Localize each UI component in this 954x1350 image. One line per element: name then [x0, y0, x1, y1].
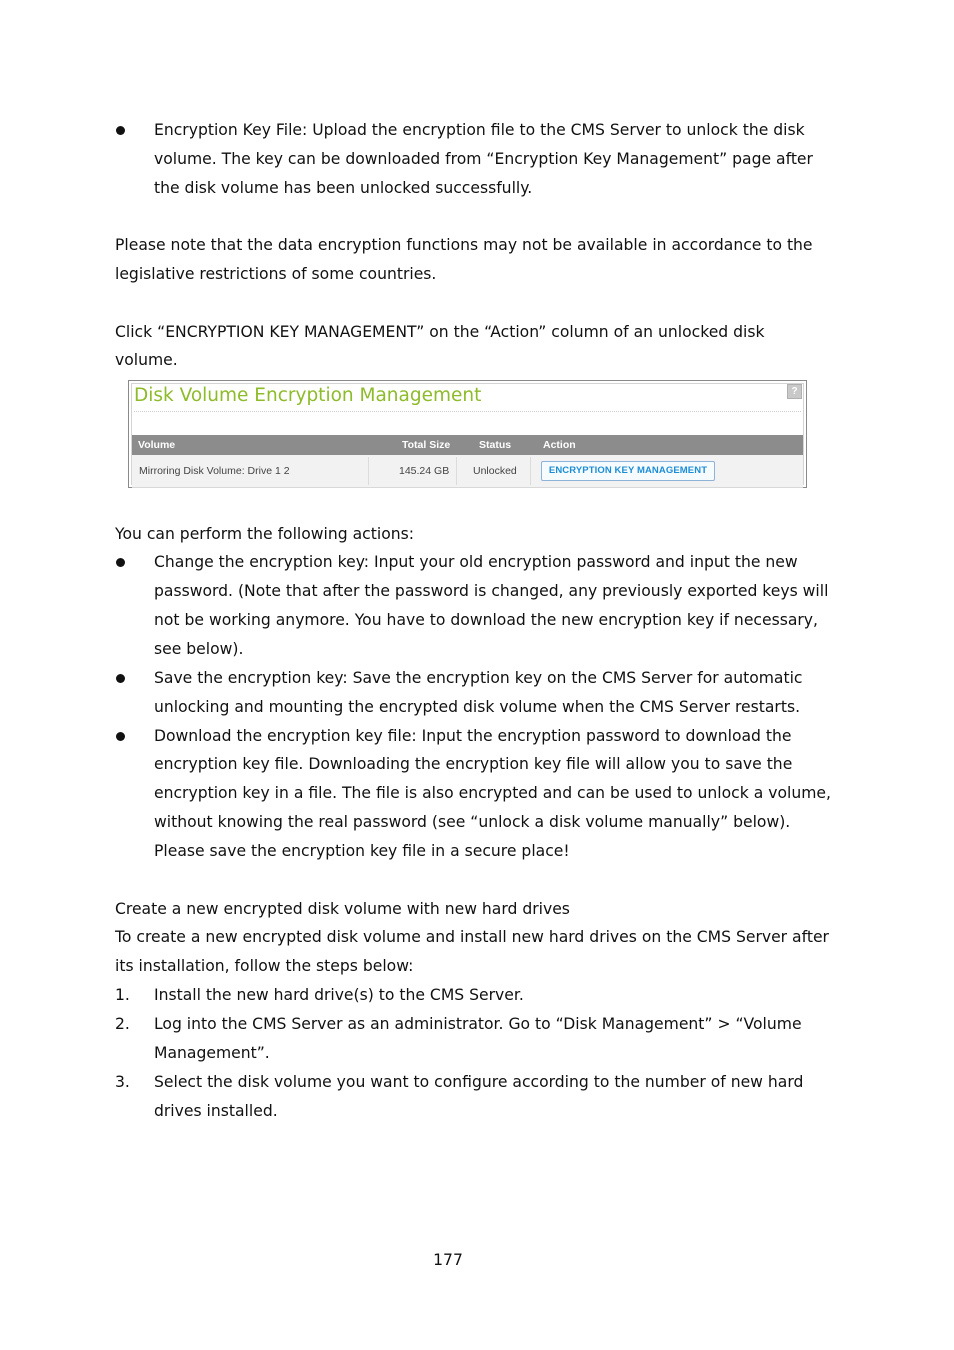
encryption-key-management-button[interactable]: ENCRYPTION KEY MANAGEMENT	[541, 461, 715, 481]
status-cell: Unlocked	[473, 465, 517, 477]
note-paragraph-line: legislative restrictions of some countries.	[115, 265, 437, 283]
column-divider	[456, 457, 457, 485]
bullet-line: Download the encryption key file: Input the encryption password to download the	[154, 727, 792, 745]
bullet-line: Save the encryption key: Save the encryption key on the CMS Server for automatic	[154, 669, 803, 687]
column-divider	[530, 457, 531, 485]
step-line: Log into the CMS Server as an administrator. Go to “Disk Management” > “Volume	[154, 1015, 802, 1033]
note-paragraph-line: Please note that the data encryption functions may not be available in accordance to the	[115, 236, 813, 254]
screenshot-panel	[131, 383, 804, 485]
section-heading: Create a new encrypted disk volume with new hard drives	[115, 900, 570, 918]
bullet-line: Encryption Key File: Upload the encryption file to the CMS Server to unlock the disk	[154, 121, 805, 139]
bullet-icon	[116, 126, 125, 135]
step-line: Install the new hard drive(s) to the CMS Server.	[154, 986, 524, 1004]
step-line: drives installed.	[154, 1102, 278, 1120]
section-intro-line: its installation, follow the steps below:	[115, 957, 414, 975]
column-header-total-size: Total Size	[402, 439, 451, 451]
bullet-line: volume. The key can be downloaded from “Encryption Key Management” page after	[154, 150, 813, 168]
bullet-line: password. (Note that after the password is changed, any previously exported keys will	[154, 582, 829, 600]
bullet-line: not be working anymore. You have to download the new encryption key if necessary,	[154, 611, 818, 629]
instruction-line: Click “ENCRYPTION KEY MANAGEMENT” on the “Action” column of an unlocked disk	[115, 323, 765, 341]
bullet-line: Please save the encryption key file in a secure place!	[154, 842, 570, 860]
step-number: 2.	[115, 1015, 130, 1033]
step-line: Management”.	[154, 1044, 270, 1062]
bullet-line: see below).	[154, 640, 244, 658]
step-number: 1.	[115, 986, 130, 1004]
column-header-volume: Volume	[138, 439, 176, 451]
step-line: Select the disk volume you want to configure according to the number of new hard	[154, 1073, 804, 1091]
table-header	[132, 435, 803, 455]
encryption-management-screenshot	[128, 380, 807, 488]
bullet-line: encryption key in a file. The file is also encrypted and can be used to unlock a volume,	[154, 784, 831, 802]
table-row	[132, 455, 803, 488]
instruction-line: volume.	[115, 351, 178, 369]
column-divider	[368, 457, 369, 485]
step-number: 3.	[115, 1073, 130, 1091]
total-size-cell: 145.24 GB	[399, 465, 450, 477]
bullet-line: unlocking and mounting the encrypted disk volume when the CMS Server restarts.	[154, 698, 801, 716]
volume-cell: Mirroring Disk Volume: Drive 1 2	[139, 465, 290, 477]
panel-title: Disk Volume Encryption Management	[134, 385, 482, 406]
bullet-icon	[116, 674, 125, 683]
bullet-line: the disk volume has been unlocked successfully.	[154, 179, 533, 197]
bullet-line: Change the encryption key: Input your old encryption password and input the new	[154, 553, 798, 571]
bullet-line: encryption key file. Downloading the encryption key file will allow you to save the	[154, 755, 793, 773]
help-icon[interactable]: ?	[787, 384, 802, 399]
page-number: 177	[433, 1251, 463, 1269]
bullet-icon	[116, 732, 125, 741]
bullet-line: without knowing the real password (see “unlock a disk volume manually” below).	[154, 813, 791, 831]
section-intro-line: To create a new encrypted disk volume and install new hard drives on the CMS Server after	[115, 928, 829, 946]
actions-intro: You can perform the following actions:	[115, 525, 415, 543]
column-header-action: Action	[543, 439, 576, 451]
column-header-status: Status	[479, 439, 512, 451]
bullet-icon	[116, 558, 125, 567]
divider	[134, 411, 801, 412]
